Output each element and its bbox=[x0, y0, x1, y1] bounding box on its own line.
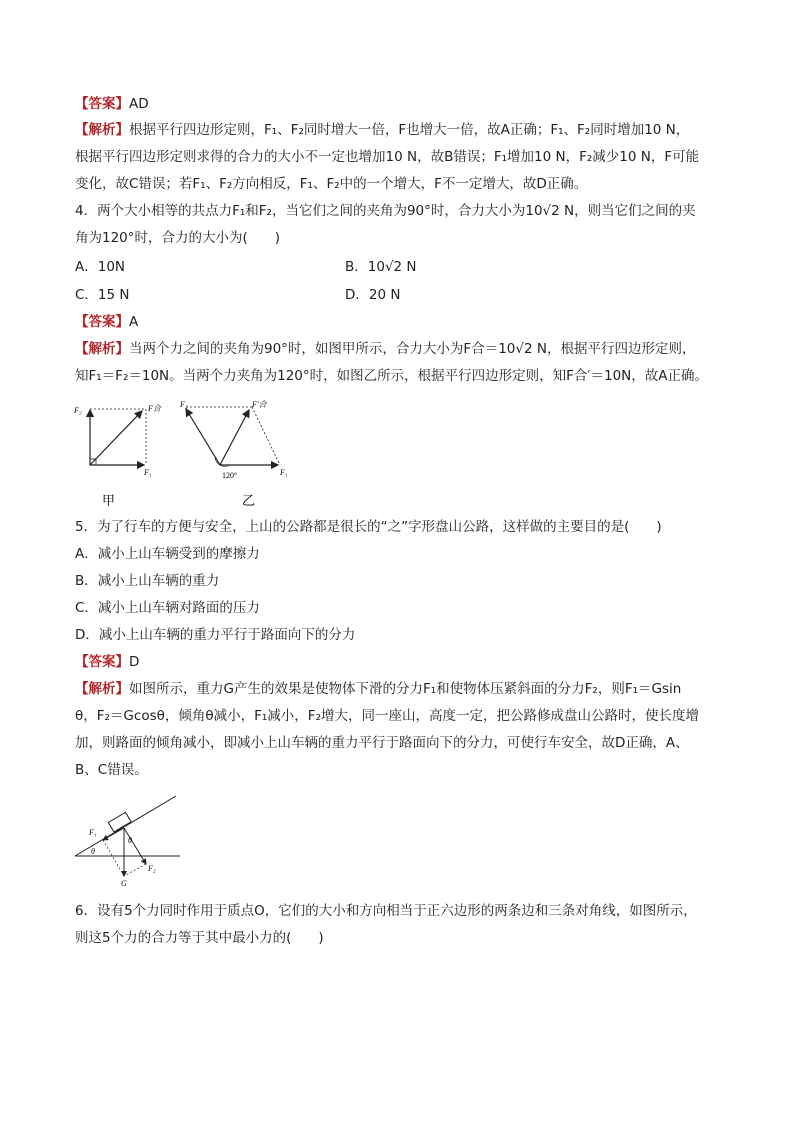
q5-explanation-line-2: θ，F₂＝Gcosθ，倾角θ减小，F₁减小，F₂增大，同一座山，高度一定，把公路修成盘山公路时，使长度增 bbox=[75, 708, 699, 724]
label-angle: 120° bbox=[222, 471, 238, 480]
answer-tag: 【答案】 bbox=[75, 654, 129, 670]
figure-yi bbox=[179, 400, 288, 508]
explanation-text: 当两个力之间的夹角为90°时，如图甲所示，合力大小为F合＝10√2 N，根据平行四边形定则， bbox=[129, 341, 696, 357]
q4-force-diagram bbox=[72, 395, 312, 510]
label-f1: F₁ bbox=[144, 468, 152, 477]
q4-explanation-line-2: 知F₁＝F₂＝10N。当两个力夹角为120°时，如图乙所示，根据平行四边形定则，知F合′＝10N，故A正确。 bbox=[75, 368, 708, 384]
label-f1-yi: F₁ bbox=[280, 468, 288, 477]
label-f1: F₁ bbox=[89, 828, 97, 837]
label-theta-inner: θ bbox=[128, 836, 132, 845]
q4-option-a: A．10N bbox=[75, 259, 126, 275]
explanation-text: 如图所示，重力G产生的效果是使物体下滑的分力F₁和使物体压紧斜面的分力F₂，则F₁＝Gsin bbox=[129, 681, 682, 697]
label-fhe-prime: F′合 bbox=[252, 400, 267, 409]
answer-tag: 【答案】 bbox=[75, 314, 129, 330]
q4-stem-line-2: 角为120°时，合力的大小为( ) bbox=[75, 230, 281, 246]
q4-option-d: D．20 N bbox=[345, 287, 401, 303]
q4-answer-line bbox=[75, 312, 138, 332]
answer-value: D bbox=[129, 654, 140, 670]
explanation-tag: 【解析】 bbox=[75, 122, 129, 138]
label-f2: F₂ bbox=[74, 406, 82, 415]
q4-option-c: C．15 N bbox=[75, 287, 130, 303]
q3-explanation-line-1 bbox=[75, 120, 689, 140]
explanation-tag: 【解析】 bbox=[75, 341, 129, 357]
q5-explanation-line-4: B、C错误。 bbox=[75, 762, 148, 778]
q4-option-b: B．10√2 N bbox=[345, 259, 417, 275]
q5-option-a: A．减小上山车辆受到的摩擦力 bbox=[75, 546, 260, 562]
answer-tag: 【答案】 bbox=[75, 96, 129, 112]
answer-value: AD bbox=[129, 96, 149, 112]
q5-stem: 5．为了行车的方便与安全，上山的公路都是很长的“之”字形盘山公路，这样做的主要目的是( ) bbox=[75, 519, 662, 535]
label-jia: 甲 bbox=[102, 493, 116, 508]
explanation-text: 根据平行四边形定则，F₁、F₂同时增大一倍，F也增大一倍，故A正确；F₁、F₂同时增加10 N， bbox=[129, 122, 690, 138]
q3-answer-line bbox=[75, 94, 149, 114]
explanation-tag: 【解析】 bbox=[75, 681, 129, 697]
label-yi: 乙 bbox=[242, 493, 256, 508]
label-f2: F₂ bbox=[148, 864, 156, 873]
q6-stem-line-1: 6．设有5个力同时作用于质点O，它们的大小和方向相当于正六边形的两条边和三条对角线，如图所示， bbox=[75, 903, 697, 919]
q5-explanation-line-1 bbox=[75, 679, 681, 699]
q5-explanation-line-3: 加，则路面的倾角减小，即减小上山车辆的重力平行于路面向下的分力，可使行车安全，故D正确，A、 bbox=[75, 735, 689, 751]
label-g: G bbox=[121, 879, 127, 888]
q3-explanation-line-3: 变化，故C错误；若F₁、F₂方向相反，F₁、F₂中的一个增大，F不一定增大，故D正确。 bbox=[75, 176, 588, 192]
q5-option-c: C．减小上山车辆对路面的压力 bbox=[75, 600, 260, 616]
label-theta-base: θ bbox=[91, 847, 95, 856]
figure-jia bbox=[73, 404, 162, 508]
answer-value: A bbox=[129, 314, 139, 330]
q5-option-b: B．减小上山车辆的重力 bbox=[75, 573, 220, 589]
q3-explanation-line-2: 根据平行四边形定则求得的合力的大小不一定也增加10 N，故B错误；F₁增加10 N，F₂减少10 N，F可能 bbox=[75, 149, 700, 165]
q5-option-d: D．减小上山车辆的重力平行于路面向下的分力 bbox=[75, 627, 356, 643]
label-fhe: F合 bbox=[148, 404, 161, 413]
q5-incline-diagram bbox=[72, 790, 192, 890]
label-f2-yi: F₂ bbox=[180, 400, 188, 409]
q4-explanation-line-1 bbox=[75, 339, 695, 359]
q5-answer-line bbox=[75, 652, 139, 672]
q6-stem-line-2: 则这5个力的合力等于其中最小力的( ) bbox=[75, 930, 324, 946]
q4-stem-line-1: 4．两个大小相等的共点力F₁和F₂，当它们之间的夹角为90°时，合力大小为10√2 N，则当它们之间的夹 bbox=[75, 203, 696, 219]
